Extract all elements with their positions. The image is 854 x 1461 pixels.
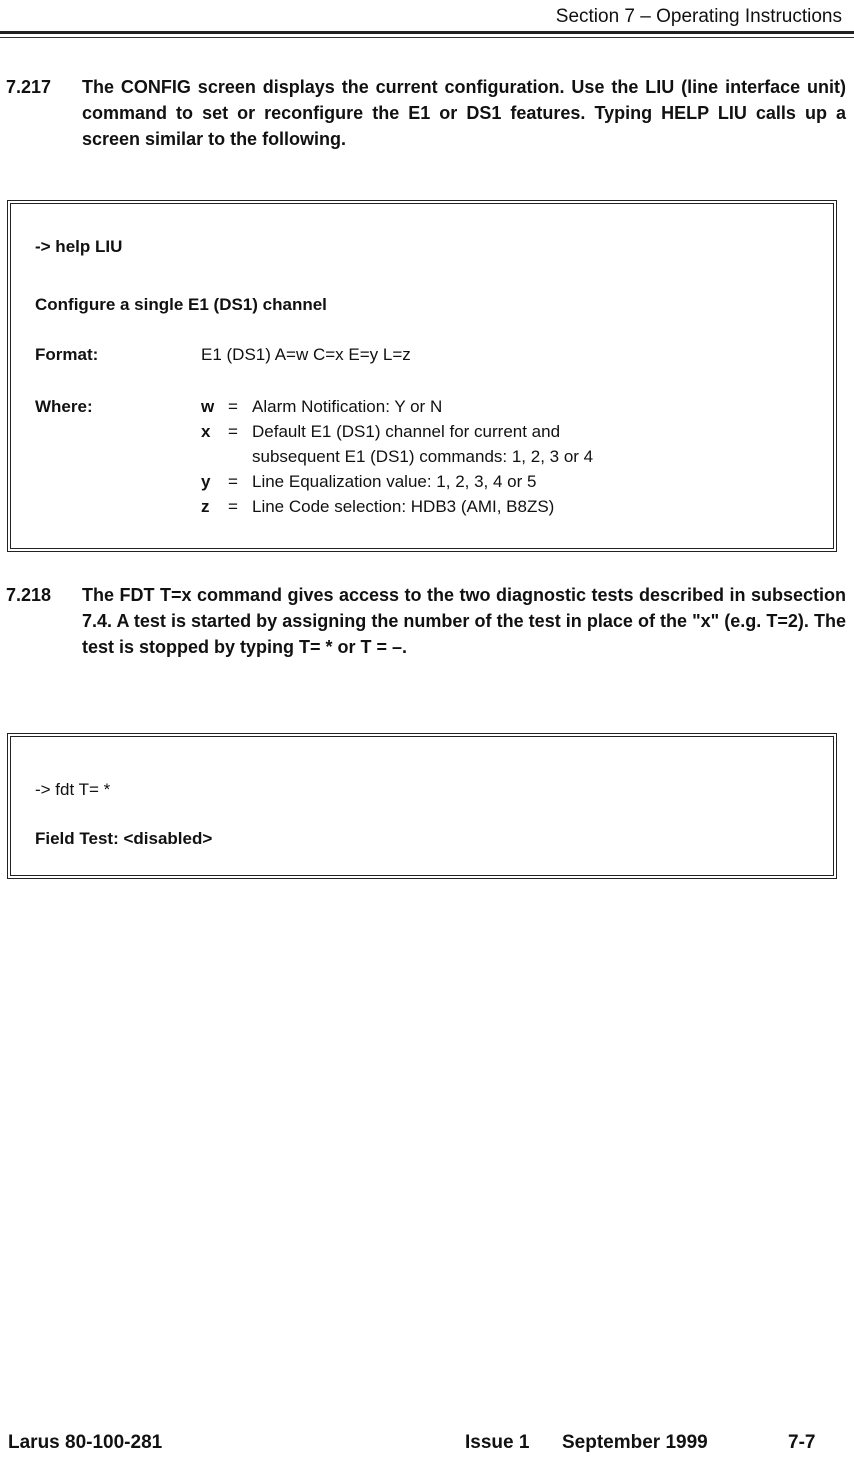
format-label: Format:	[35, 345, 99, 364]
param-description-continued: subsequent E1 (DS1) commands: 1, 2, 3 or 4	[252, 447, 594, 466]
param-description: Line Equalization value: 1, 2, 3, 4 or 5	[252, 472, 537, 491]
param-symbol: y	[201, 472, 211, 491]
fdt-screen	[7, 733, 837, 879]
paragraph-number: 7.217	[6, 77, 52, 97]
param-description: Alarm Notification: Y or N	[252, 397, 443, 416]
header-rule-thin	[0, 37, 854, 38]
section-title: Section 7 – Operating Instructions	[555, 6, 842, 27]
param-symbol: x	[201, 422, 211, 441]
header-rule-thick	[0, 31, 854, 34]
param-symbol: w	[201, 397, 215, 416]
paragraph-text: The CONFIG screen displays the current configuration. Use the LIU (line interface unit) command to set or reconfigure the E1 or DS1 features. Typing HELP LIU calls up a screen similar to the following.	[82, 77, 846, 149]
paragraph-7-218	[6, 582, 846, 660]
param-equals: =	[228, 397, 238, 416]
issue-number: Issue 1	[465, 1432, 530, 1453]
paragraph-text: The FDT T=x command gives access to the two diagnostic tests described in subsection 7.4. A test is started by assigning the number of the test in place of the "x" (e.g. T=2). The test is stopped by typing T= * or T = –.	[82, 585, 846, 657]
param-equals: =	[228, 472, 238, 491]
paragraph-number: 7.218	[6, 585, 52, 605]
fdt-prompt: -> fdt T= *	[35, 780, 111, 799]
param-description: Line Code selection: HDB3 (AMI, B8ZS)	[252, 497, 555, 516]
page-number: 7-7	[788, 1432, 816, 1453]
param-equals: =	[228, 422, 238, 441]
document-number: Larus 80-100-281	[8, 1432, 163, 1453]
where-label: Where:	[35, 397, 93, 416]
param-description: Default E1 (DS1) channel for current and	[252, 422, 561, 441]
format-value: E1 (DS1) A=w C=x E=y L=z	[201, 345, 411, 364]
liu-description: Configure a single E1 (DS1) channel	[35, 295, 327, 314]
fdt-result: Field Test: <disabled>	[35, 829, 213, 848]
issue-date: September 1999	[562, 1432, 708, 1453]
paragraph-7-217	[6, 74, 846, 152]
param-equals: =	[228, 497, 238, 516]
liu-help-screen	[7, 200, 837, 552]
param-symbol: z	[201, 497, 210, 516]
liu-prompt: -> help LIU	[35, 237, 123, 256]
